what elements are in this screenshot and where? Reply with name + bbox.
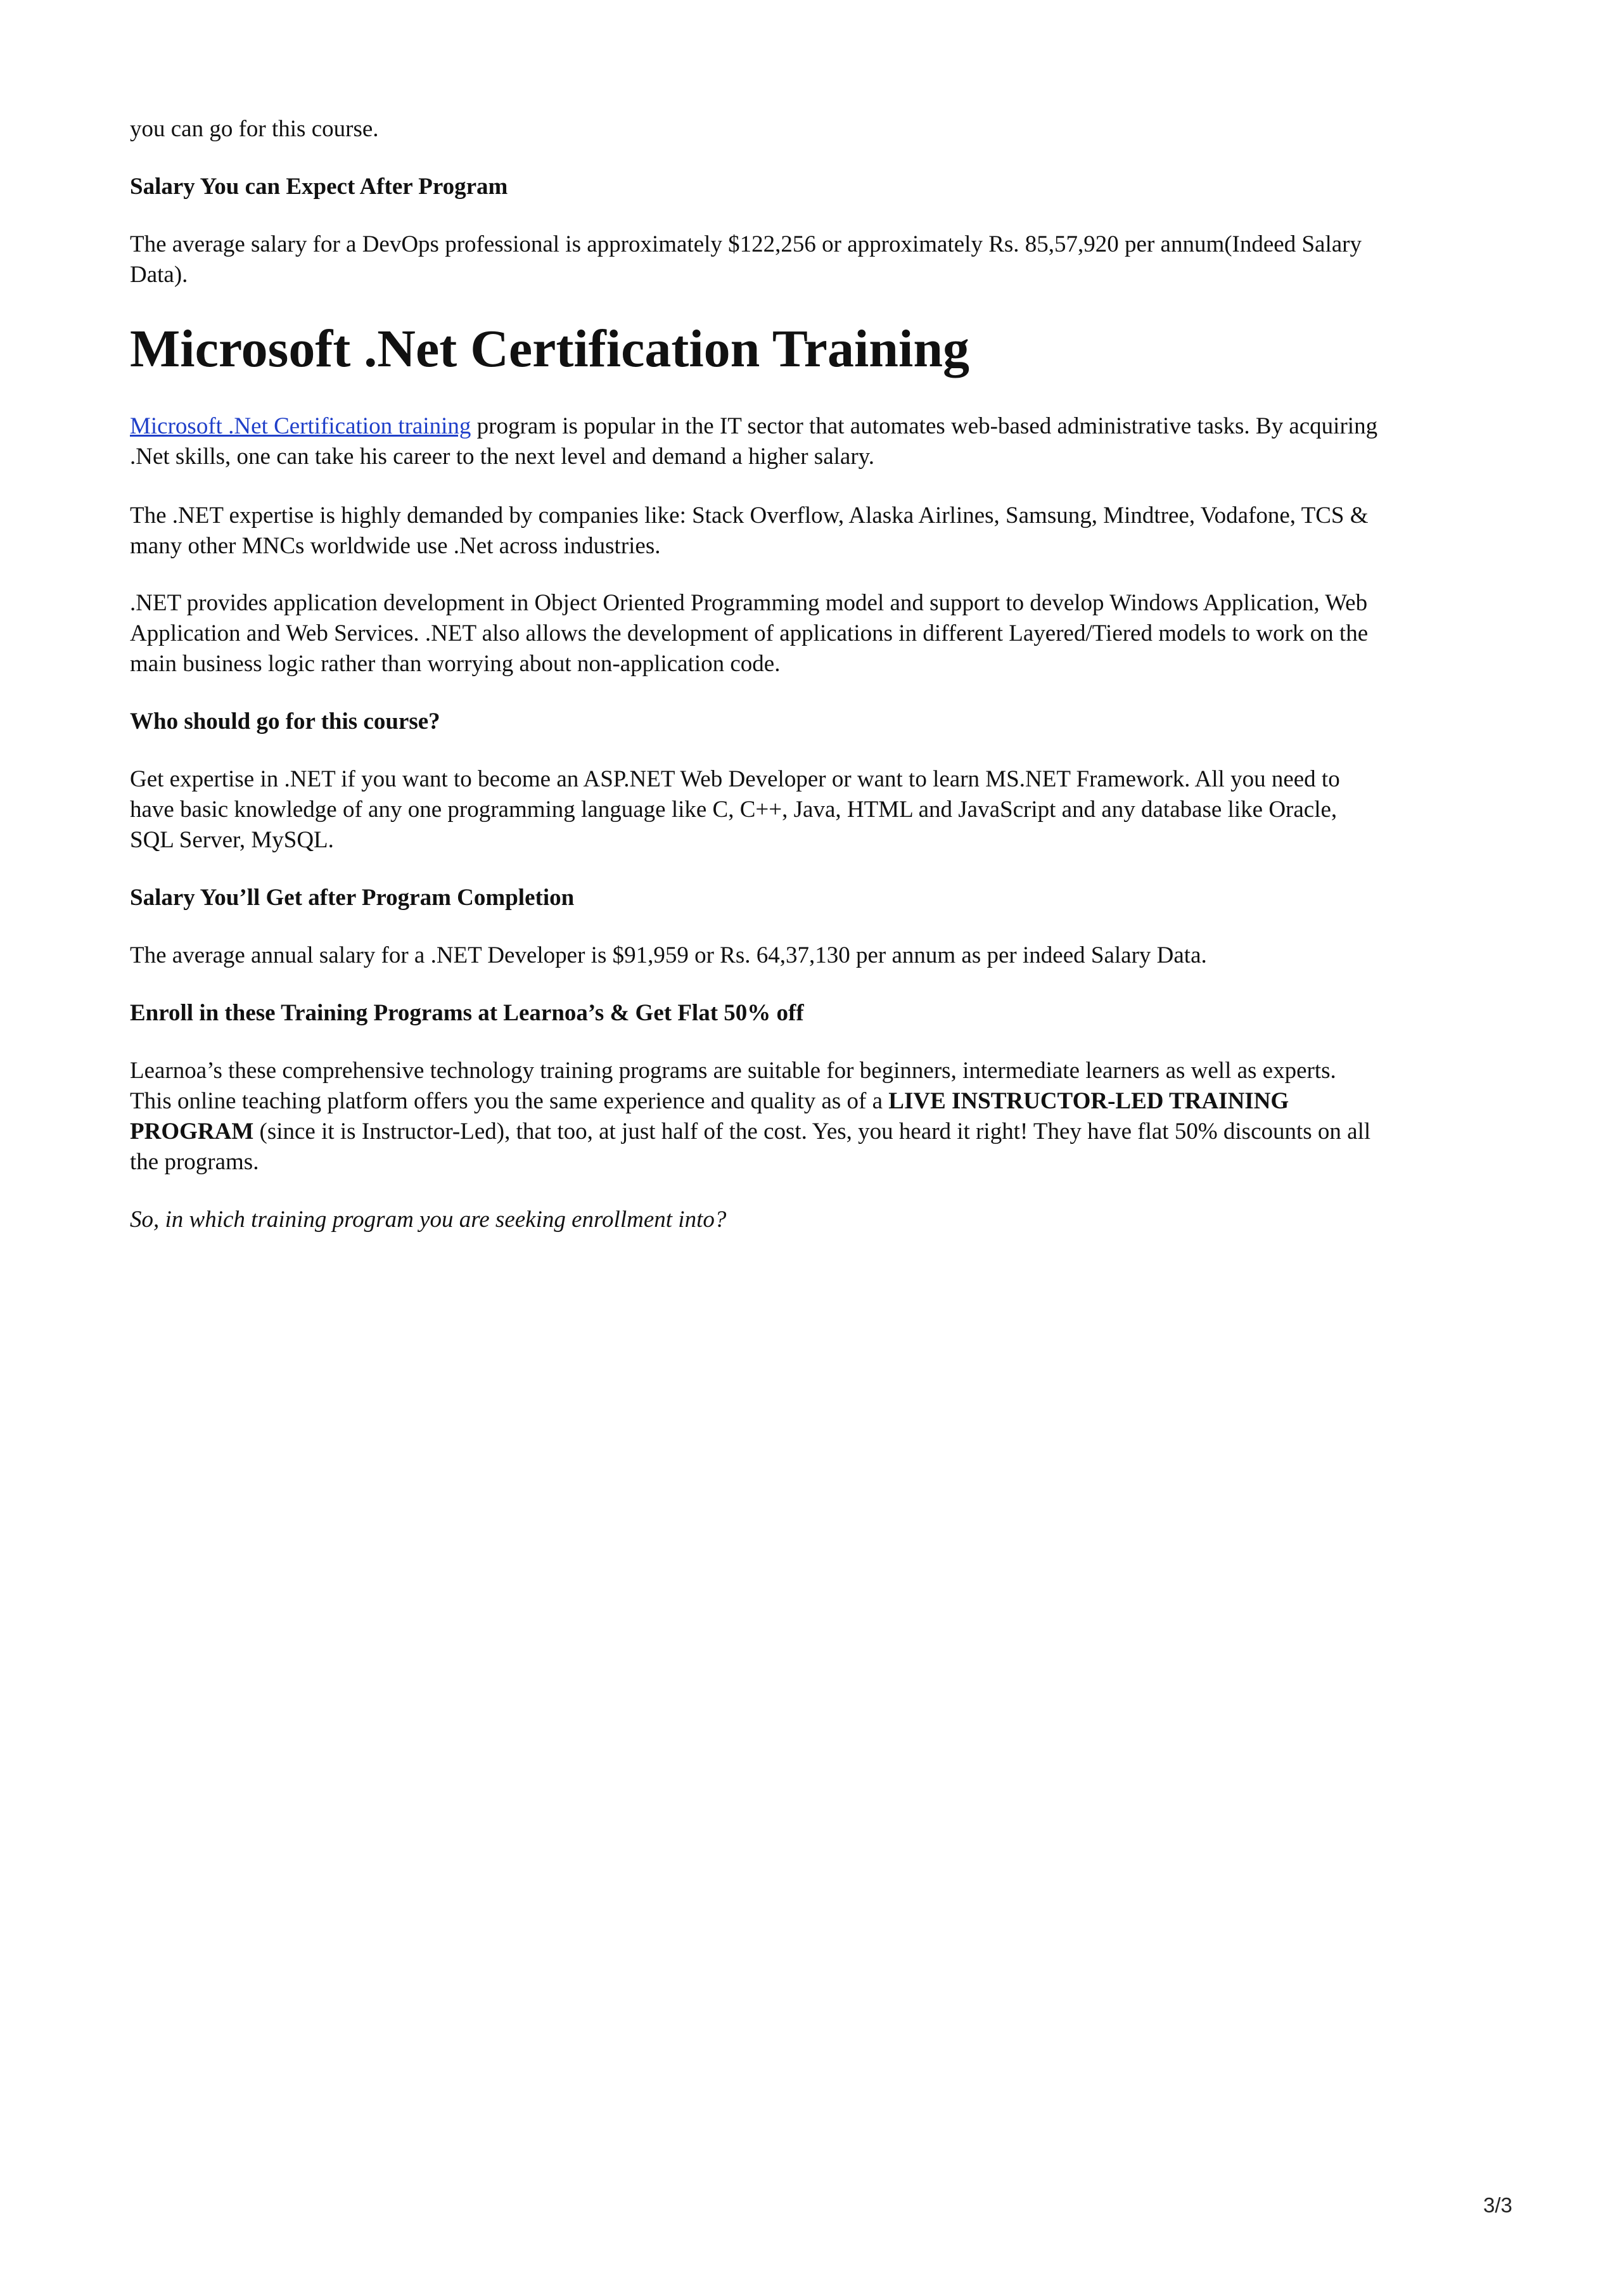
dotnet-features-line-3: main business logic rather than worrying about non-application code. [130,651,781,677]
enroll-paragraph [130,1056,1498,1177]
who-line-2: have basic knowledge of any one programming language like C, C++, Java, HTML and JavaScript and any database like Oracle, [130,797,1338,823]
dotnet-companies-paragraph [130,501,1498,561]
dotnet-intro-line-1-rest: program is popular in the IT sector that automates web-based administrative tasks. By acquiring [471,413,1378,439]
enroll-line-2-text: This online teaching platform offers you the same experience and quality as of a [130,1088,889,1114]
enroll-line-3 [130,1117,1498,1147]
dotnet-intro-paragraph [130,411,1498,472]
devops-salary-paragraph [130,229,1498,290]
enroll-line-2-bold: LIVE INSTRUCTOR-LED TRAINING [888,1088,1289,1114]
page-number: 3/3 [1483,2193,1512,2217]
dotnet-companies-line-2: many other MNCs worldwide use .Net across industries. [130,533,661,559]
document-page [130,114,1498,1235]
enroll-line-3-text: (since it is Instructor-Led), that too, at just half of the cost. Yes, you heard it right! They have flat 50% discounts on all [253,1119,1371,1145]
closing-question: So, in which training program you are seeking enrollment into? [130,1207,727,1233]
dotnet-intro-line-1 [130,411,1498,442]
enroll-line-1: Learnoa’s these comprehensive technology training programs are suitable for beginners, intermediate learners as well as experts. [130,1058,1336,1084]
dotnet-salary-paragraph [130,940,1498,971]
intro-end-text: you can go for this course. [130,116,379,142]
dotnet-features-line-2: Application and Web Services. .NET also allows the development of applications in different Layered/Tiered models to work on the [130,620,1369,646]
enroll-line-3-bold: PROGRAM [130,1119,254,1145]
dotnet-salary-heading: Salary You’ll Get after Program Completion [130,885,575,911]
dotnet-features-paragraph [130,588,1498,679]
enroll-heading: Enroll in these Training Programs at Learnoa’s & Get Flat 50% off [130,1000,804,1026]
devops-salary-line-1: The average salary for a DevOps professional is approximately $122,256 or approximately Rs. 85,57,920 per annum(Indeed Salary [130,231,1362,257]
who-line-3: SQL Server, MySQL. [130,827,334,853]
dotnet-features-line-1: .NET provides application development in Object Oriented Programming model and support to develop Windows Application, Web [130,590,1368,616]
enroll-line-2 [130,1086,1498,1117]
dotnet-companies-line-1: The .NET expertise is highly demanded by companies like: Stack Overflow, Alaska Airlines, Samsung, Mindtree, Vodafone, TCS & [130,503,1369,529]
who-line-1: Get expertise in .NET if you want to become an ASP.NET Web Developer or want to learn MS.NET Framework. All you need to [130,766,1340,792]
who-should-go-paragraph [130,764,1498,856]
dotnet-certification-link[interactable]: Microsoft .Net Certification training [130,413,471,439]
devops-salary-heading: Salary You can Expect After Program [130,174,508,200]
dotnet-salary-line: The average annual salary for a .NET Developer is $91,959 or Rs. 64,37,130 per annum as per indeed Salary Data. [130,942,1207,968]
paragraph-intro-end [130,114,1498,144]
who-should-go-heading: Who should go for this course? [130,709,440,734]
section-title-dotnet: Microsoft .Net Certification Training [130,319,970,378]
devops-salary-line-2: Data). [130,262,188,288]
dotnet-intro-line-2: .Net skills, one can take his career to the next level and demand a higher salary. [130,444,874,470]
enroll-line-4: the programs. [130,1149,259,1175]
